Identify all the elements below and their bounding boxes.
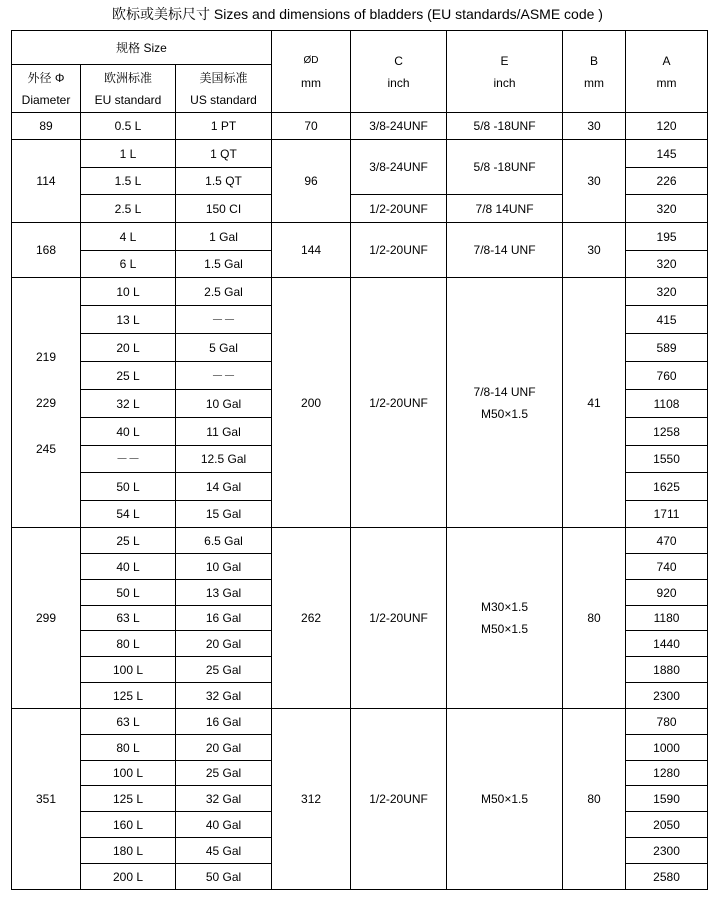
table-row: [12, 278, 708, 306]
size-header: 规格 Size: [12, 31, 272, 65]
eu-standard-cell: 32 L: [81, 390, 176, 418]
us-standard-cell: 1 QT: [176, 140, 272, 168]
e-cell: [447, 278, 563, 528]
eu-standard-cell: 40 L: [81, 554, 176, 580]
a-cell: 1590: [626, 786, 708, 812]
eu-standard-cell: 180 L: [81, 838, 176, 864]
e-cell: 5/8 -18UNF: [447, 140, 563, 195]
us-standard-cell: －－: [176, 306, 272, 334]
eu-standard-cell: 4 L: [81, 223, 176, 251]
c-cell: 1/2-20UNF: [351, 223, 447, 278]
od-header-unit: mm: [301, 75, 322, 90]
a-cell: 195: [626, 223, 708, 251]
a-cell: 2580: [626, 864, 708, 890]
c-cell: 1/2-20UNF: [351, 195, 447, 223]
eu-standard-cell: 200 L: [81, 864, 176, 890]
table-row: [12, 140, 708, 168]
b-cell: 30: [563, 223, 626, 278]
eu-standard-cell: 63 L: [81, 606, 176, 631]
a-cell: 1280: [626, 761, 708, 786]
a-cell: 1000: [626, 735, 708, 761]
c-header-unit: inch: [387, 75, 410, 90]
eu-standard-cell: 25 L: [81, 528, 176, 554]
a-cell: 470: [626, 528, 708, 554]
a-cell: 1440: [626, 631, 708, 657]
od-cell: 312: [272, 709, 351, 890]
a-cell: 320: [626, 195, 708, 223]
a-cell: 740: [626, 554, 708, 580]
eu-standard-cell: 125 L: [81, 786, 176, 812]
us-standard-cell: 150 CI: [176, 195, 272, 223]
eu-standard-cell: 63 L: [81, 709, 176, 735]
eu-standard-cell: 100 L: [81, 657, 176, 683]
diameter-line: 219: [35, 349, 57, 364]
diameter-header-cn: 外径 Φ: [27, 70, 65, 85]
us-standard-cell: 50 Gal: [176, 864, 272, 890]
us-standard-cell: 6.5 Gal: [176, 528, 272, 554]
od-cell: 144: [272, 223, 351, 278]
page-title: 欧标或美标尺寸 Sizes and dimensions of bladders (EU standards/ASME code ): [112, 6, 603, 22]
us-standard-cell: 1.5 QT: [176, 168, 272, 195]
us-standard-cell: 25 Gal: [176, 657, 272, 683]
us-standard-cell: 10 Gal: [176, 390, 272, 418]
a-cell: 145: [626, 140, 708, 168]
diameter-line: 229: [35, 395, 57, 410]
eu-standard-cell: 6 L: [81, 251, 176, 278]
eu-standard-cell: 2.5 L: [81, 195, 176, 223]
eu-standard-cell: 13 L: [81, 306, 176, 334]
us-standard-cell: －－: [176, 362, 272, 390]
us-standard-cell: 45 Gal: [176, 838, 272, 864]
diameter-line: 351: [35, 792, 57, 806]
a-cell: 760: [626, 362, 708, 390]
us-standard-cell: 13 Gal: [176, 580, 272, 606]
diameter-cell: [12, 528, 81, 709]
c-cell: 1/2-20UNF: [351, 528, 447, 709]
eu-standard-cell: 10 L: [81, 278, 176, 306]
e-cell: [447, 709, 563, 890]
diameter-cell: [12, 278, 81, 528]
us-standard-cell: 20 Gal: [176, 631, 272, 657]
a-cell: 1550: [626, 446, 708, 473]
eu-standard-cell: 160 L: [81, 812, 176, 838]
b-header-label: B: [590, 53, 599, 68]
a-cell: 2050: [626, 812, 708, 838]
e-value-line: M50×1.5: [481, 622, 529, 636]
e-header-unit: inch: [493, 75, 516, 90]
diameter-line: 89: [39, 119, 53, 133]
a-cell: 226: [626, 168, 708, 195]
eu-standard-cell: 25 L: [81, 362, 176, 390]
eu-header-cn: 欧洲标准: [103, 70, 152, 85]
a-cell: 320: [626, 251, 708, 278]
a-cell: 415: [626, 306, 708, 334]
us-standard-cell: 32 Gal: [176, 786, 272, 812]
eu-standard-cell: 100 L: [81, 761, 176, 786]
us-standard-cell: 16 Gal: [176, 606, 272, 631]
diameter-line: 168: [35, 243, 57, 257]
e-value-line: 7/8-14 UNF: [473, 243, 536, 257]
us-standard-cell: 11 Gal: [176, 418, 272, 446]
b-header-unit: mm: [584, 75, 605, 90]
c-cell: 3/8-24UNF: [351, 113, 447, 140]
od-header-label: ØD: [303, 54, 319, 66]
us-standard-cell: 1.5 Gal: [176, 251, 272, 278]
od-cell: 200: [272, 278, 351, 528]
c-header: [351, 31, 447, 113]
eu-header-en: EU standard: [94, 92, 162, 107]
us-standard-cell: 16 Gal: [176, 709, 272, 735]
b-header: [563, 31, 626, 113]
diameter-line: 114: [36, 174, 56, 188]
a-cell: 1258: [626, 418, 708, 446]
eu-standard-cell: 1 L: [81, 140, 176, 168]
table-row: [12, 113, 708, 140]
eu-standard-cell: 80 L: [81, 735, 176, 761]
us-header: [176, 65, 272, 113]
eu-standard-cell: 0.5 L: [81, 113, 176, 140]
us-standard-cell: 1 PT: [176, 113, 272, 140]
e-cell: 5/8 -18UNF: [447, 113, 563, 140]
us-standard-cell: 40 Gal: [176, 812, 272, 838]
diameter-header-en: Diameter: [21, 92, 71, 107]
b-cell: 80: [563, 709, 626, 890]
table-row: [12, 223, 708, 251]
us-standard-cell: 32 Gal: [176, 683, 272, 709]
a-cell: 1108: [626, 390, 708, 418]
e-value-line: M30×1.5: [481, 600, 529, 614]
eu-standard-cell: 1.5 L: [81, 168, 176, 195]
b-cell: 41: [563, 278, 626, 528]
a-cell: 780: [626, 709, 708, 735]
eu-standard-cell: 20 L: [81, 334, 176, 362]
diameter-cell: [12, 140, 81, 223]
eu-standard-cell: 54 L: [81, 501, 176, 528]
e-cell: 7/8 14UNF: [447, 195, 563, 223]
c-header-label: C: [394, 53, 403, 68]
eu-standard-cell: 50 L: [81, 473, 176, 501]
us-standard-cell: 10 Gal: [176, 554, 272, 580]
od-cell: 96: [272, 140, 351, 223]
table-row: [12, 709, 708, 735]
a-cell: 2300: [626, 683, 708, 709]
us-header-en: US standard: [190, 92, 257, 107]
us-standard-cell: 25 Gal: [176, 761, 272, 786]
us-standard-cell: 20 Gal: [176, 735, 272, 761]
table-header: [12, 31, 708, 113]
eu-header: [81, 65, 176, 113]
a-cell: 1625: [626, 473, 708, 501]
a-header-unit: mm: [656, 75, 677, 90]
eu-standard-cell: 50 L: [81, 580, 176, 606]
e-cell: [447, 528, 563, 709]
us-header-cn: 美国标准: [199, 70, 248, 85]
a-cell: 589: [626, 334, 708, 362]
a-header-label: A: [662, 53, 671, 68]
bladder-size-table: [11, 30, 708, 890]
a-header: [626, 31, 708, 113]
diameter-cell: [12, 709, 81, 890]
a-cell: 920: [626, 580, 708, 606]
us-standard-cell: 12.5 Gal: [176, 446, 272, 473]
b-cell: 80: [563, 528, 626, 709]
od-cell: 70: [272, 113, 351, 140]
e-header: [447, 31, 563, 113]
us-standard-cell: 15 Gal: [176, 501, 272, 528]
us-standard-cell: 2.5 Gal: [176, 278, 272, 306]
od-header: [272, 31, 351, 113]
a-cell: 2300: [626, 838, 708, 864]
diameter-line: 299: [35, 611, 57, 625]
a-cell: 1880: [626, 657, 708, 683]
eu-standard-cell: 80 L: [81, 631, 176, 657]
table-body: [12, 113, 708, 890]
a-cell: 1711: [626, 501, 708, 528]
diameter-header: [12, 65, 81, 113]
e-value-line: M50×1.5: [481, 406, 529, 421]
c-cell: 3/8-24UNF: [351, 140, 447, 195]
eu-standard-cell: －－: [81, 446, 176, 473]
b-cell: 30: [563, 140, 626, 223]
diameter-line: 245: [35, 441, 57, 456]
eu-standard-cell: 125 L: [81, 683, 176, 709]
eu-standard-cell: 40 L: [81, 418, 176, 446]
us-standard-cell: 14 Gal: [176, 473, 272, 501]
a-cell: 120: [626, 113, 708, 140]
diameter-cell: [12, 223, 81, 278]
us-standard-cell: 5 Gal: [176, 334, 272, 362]
e-header-label: E: [500, 53, 509, 68]
us-standard-cell: 1 Gal: [176, 223, 272, 251]
a-cell: 320: [626, 278, 708, 306]
od-cell: 262: [272, 528, 351, 709]
e-value-line: 7/8-14 UNF: [473, 384, 536, 399]
e-value-line: M50×1.5: [481, 792, 529, 806]
a-cell: 1180: [626, 606, 708, 631]
table-row: [12, 528, 708, 554]
diameter-cell: [12, 113, 81, 140]
c-cell: 1/2-20UNF: [351, 709, 447, 890]
e-cell: [447, 223, 563, 278]
b-cell: 30: [563, 113, 626, 140]
c-cell: 1/2-20UNF: [351, 278, 447, 528]
